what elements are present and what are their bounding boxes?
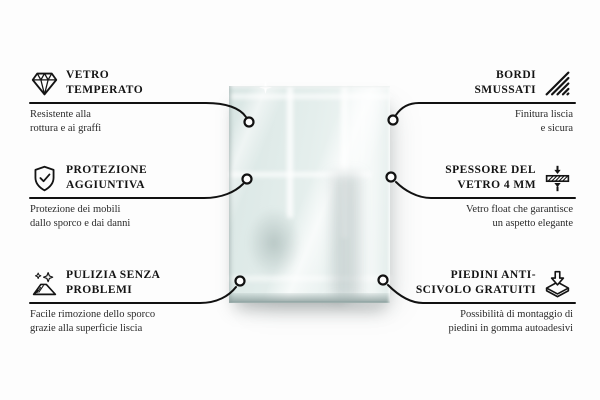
callout-dot xyxy=(236,277,245,286)
feature-description: Resistente alla rottura e ai graffi xyxy=(30,109,102,134)
feature-title: VETRO TEMPERATO xyxy=(66,69,144,96)
shield-check-icon xyxy=(30,163,59,194)
feature-title: BORDI SMUSSATI xyxy=(474,69,536,96)
adhesive-feet-icon xyxy=(543,268,572,299)
feature-title: PIEDINI ANTI- SCIVOLO GRATUITI xyxy=(415,269,536,296)
feature-description: Vetro float che garantisce un aspetto elegante xyxy=(466,204,573,229)
feature-title: SPESSORE DEL VETRO 4 MM xyxy=(445,164,536,191)
callout-dot xyxy=(387,173,396,182)
callout-dot xyxy=(245,118,254,127)
feature-spessore-vetro xyxy=(445,159,572,197)
callout-dot xyxy=(389,116,398,125)
callout-dot xyxy=(379,276,388,285)
feature-description: Protezione dei mobili dallo sporco e dai danni xyxy=(30,204,131,229)
feature-piedini-antiscivolo xyxy=(416,264,572,302)
sparkle-clean-icon xyxy=(30,268,59,299)
feature-description: Possibilità di montaggio di piedini in gomma autoadesivi xyxy=(448,309,573,334)
feature-title: PULIZIA SENZA PROBLEMI xyxy=(66,269,161,296)
feature-title: PROTEZIONE AGGIUNTIVA xyxy=(66,164,148,191)
diamond-icon xyxy=(30,68,59,99)
feature-vetro-temperato xyxy=(30,64,143,102)
feature-pulizia-senza-problemi xyxy=(30,264,160,302)
feature-description: Facile rimozione dello sporco grazie alla superficie liscia xyxy=(30,309,156,334)
callout-dot xyxy=(243,175,252,184)
feature-bordi-smussati xyxy=(474,64,572,102)
beveled-edge-icon xyxy=(543,68,572,99)
feature-description: Finitura liscia e sicura xyxy=(514,109,573,134)
glass-thickness-icon xyxy=(543,163,572,194)
feature-protezione-aggiuntiva xyxy=(30,159,147,197)
